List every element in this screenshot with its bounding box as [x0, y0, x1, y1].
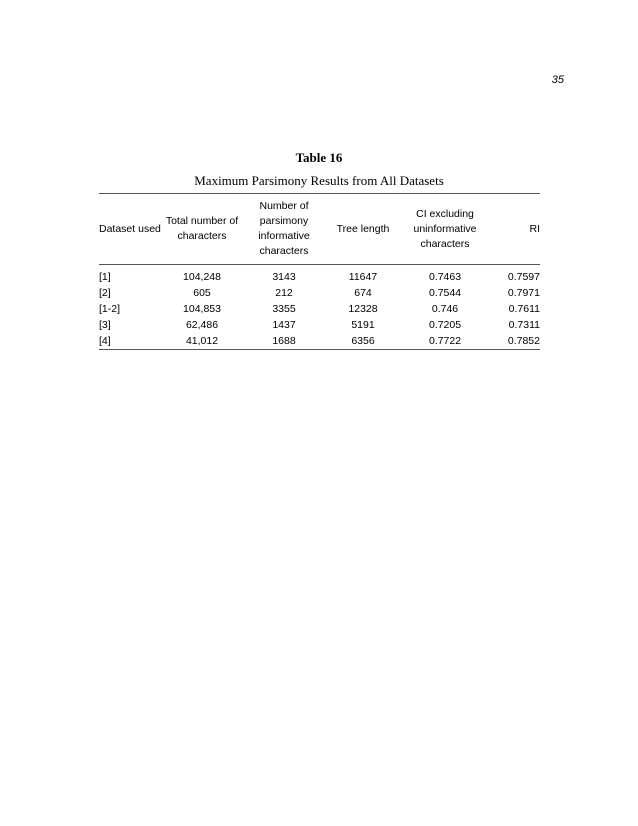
table-title: Table 16	[295, 150, 343, 165]
results-table	[99, 193, 540, 350]
header-dataset-used: Dataset used	[99, 222, 161, 235]
cell-ri: 0.7597	[507, 271, 540, 283]
cell-parsimony-informative: 1688	[272, 335, 296, 347]
cell-total-characters: 41,012	[185, 335, 219, 347]
cell-ci: 0.7463	[428, 271, 462, 283]
cell-tree-length: 6356	[351, 335, 375, 347]
cell-ri: 0.7852	[507, 335, 540, 347]
cell-parsimony-informative: 3143	[272, 271, 296, 283]
header-total-characters: Total number of characters	[165, 215, 239, 242]
cell-parsimony-informative: 1437	[272, 319, 296, 331]
cell-total-characters: 62,486	[185, 319, 219, 331]
table-row	[99, 333, 540, 350]
header-ci-excluding: CI excluding uninformative characters	[413, 207, 477, 250]
cell-total-characters: 104,248	[183, 271, 221, 283]
table-row	[99, 317, 540, 333]
table-row	[99, 285, 540, 301]
header-ri: RI	[529, 222, 540, 235]
table-row	[99, 265, 540, 286]
cell-ci: 0.746	[431, 303, 459, 315]
table-header-row	[99, 194, 540, 265]
table-row	[99, 301, 540, 317]
cell-parsimony-informative: 3355	[272, 303, 296, 315]
cell-tree-length: 12328	[348, 303, 378, 315]
page-number: 35	[551, 74, 564, 86]
cell-tree-length: 674	[354, 287, 372, 299]
cell-dataset: [4]	[99, 335, 111, 347]
cell-ci: 0.7544	[428, 287, 462, 299]
cell-ri: 0.7611	[508, 303, 540, 315]
cell-dataset: [1]	[99, 271, 111, 283]
table-subtitle: Maximum Parsimony Results from All Datasets	[194, 173, 444, 188]
cell-total-characters: 104,853	[183, 303, 221, 315]
cell-ci: 0.7205	[428, 319, 462, 331]
cell-dataset: [3]	[99, 319, 111, 331]
cell-ri: 0.7311	[508, 319, 540, 331]
cell-tree-length: 11647	[348, 271, 378, 283]
cell-total-characters: 605	[193, 287, 211, 299]
cell-tree-length: 5191	[351, 319, 375, 331]
header-tree-length: Tree length	[336, 222, 390, 235]
cell-ci: 0.7722	[428, 335, 462, 347]
cell-dataset: [2]	[99, 287, 111, 299]
cell-dataset: [1-2]	[99, 303, 121, 315]
cell-parsimony-informative: 212	[275, 287, 293, 299]
cell-ri: 0.7971	[507, 287, 540, 299]
header-parsimony-informative: Number of parsimony informative characters	[258, 200, 310, 257]
